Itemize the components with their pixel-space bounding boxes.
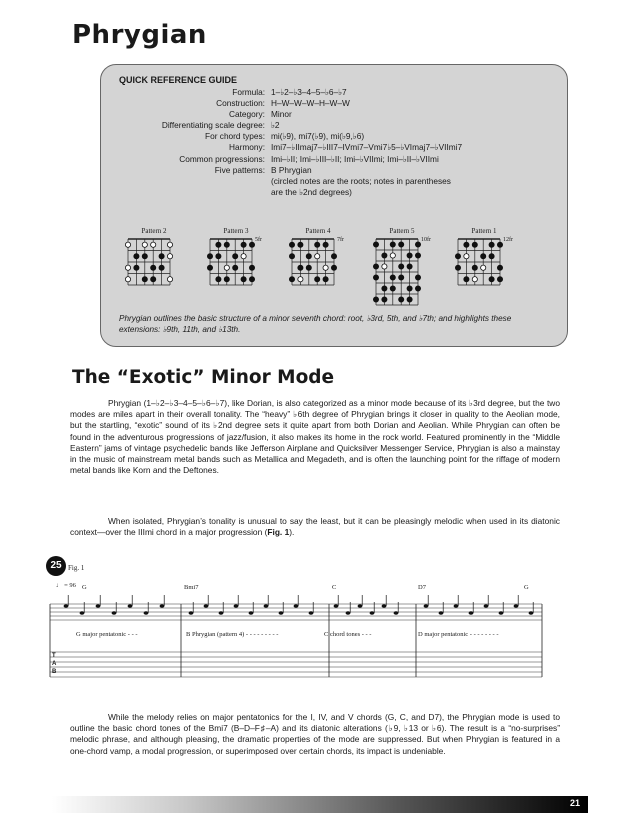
tempo-marking: ♩ = 96: [56, 582, 76, 589]
fretboard-grid: [288, 237, 348, 293]
note-head: [358, 604, 363, 608]
note-head: [484, 604, 489, 608]
note-head: [294, 604, 299, 608]
note-head: [514, 604, 519, 608]
fret-marker: 5fr: [255, 237, 262, 243]
scale-label: G major pentatonic - - -: [76, 631, 138, 638]
section-heading: The “Exotic” Minor Mode: [72, 367, 335, 388]
paragraph-intro: Phrygian (1–♭2–♭3–4–5–♭6–♭7), like Dorian, is also categorized as a minor mode because of its ♭3rd degree, but the two modes are miles apart in their overall tonality. The “heavy” ♭6th degree of Phrygian brings it closer in quality to the Aeolian mode, but the startling, “exotic” sound of its ♭2nd degree sets it quite apart from both Dorian and Aeolian. While Phrygian can often be found in the adventurous progressions of jazz/fusion, it also makes its home in the rock world. Featured prominently in the “Middle Eastern” jams of vintage psychedelic bands like Jefferson Airplane and Quicksilver Messenger Service, Phrygian is also a mainstay in the music of mainstream metal bands such as Metallica and Megadeth, and is often the launching point for the riffage of modern metal bands like Korn and the Deftones.: [70, 398, 560, 476]
row-value: 1–♭2–♭3–4–5–♭6–♭7: [271, 87, 347, 97]
tab-letter: T: [52, 653, 56, 659]
row-label: Harmony:: [229, 142, 265, 153]
row-label: Five patterns:: [214, 164, 265, 175]
quick-reference-table: [115, 87, 551, 198]
scale-label: B Phrygian (pattern 4) - - - - - - - - -: [186, 631, 279, 638]
pattern-diagram: [283, 227, 353, 293]
quick-reference-row: [115, 98, 551, 109]
note-head: [249, 611, 254, 615]
row-label: [115, 187, 271, 198]
quick-reference-row: [115, 154, 551, 165]
note-head: [264, 604, 269, 608]
tab-clef: [52, 652, 56, 676]
quick-reference-row: [115, 142, 551, 153]
note-head: [96, 604, 101, 608]
fret-marker: 10fr: [421, 237, 431, 243]
barlines: [50, 604, 542, 677]
pattern-diagram: [449, 227, 519, 293]
pattern-name: Pattern 4: [305, 227, 331, 235]
note-head: [499, 611, 504, 615]
row-label: [115, 176, 271, 187]
note-head: [204, 604, 209, 608]
row-value: B Phrygian: [271, 164, 312, 175]
row-value: Minor: [271, 109, 292, 120]
paragraph-melody: While the melody relies on major pentatonics for the I, IV, and V chords (G, C, and D7), the Phrygian mode is used to outline the basic chord tones of the Bmi7 (B–D–F♯–A) and its diatonic alterations (♭9, ♭13 or ♭6). The result is a “no-surprises” melodic phrase, and although pleasing, the dramatic properties of the mode are suppressed. But when Phrygian is featured in a one-chord vamp, a modal progression, or superimposed over certain chords, its impact is undeniable.: [70, 712, 560, 756]
pattern-diagram: [201, 227, 271, 293]
pattern-name: Pattern 2: [141, 227, 167, 235]
quick-reference-row: [115, 87, 551, 98]
chord-symbol: G: [524, 584, 529, 591]
fretboard-grid: [454, 237, 514, 293]
quick-reference-row: [115, 109, 551, 120]
notation-svg: [46, 556, 546, 696]
quick-reference-box: [100, 64, 568, 347]
quick-reference-row: [115, 176, 551, 187]
row-label: Common progressions:: [179, 153, 265, 164]
page-footer-bar: [52, 796, 588, 813]
note-head: [370, 611, 375, 615]
fret-marker: 7fr: [337, 237, 344, 243]
note-head: [394, 611, 399, 615]
note-head: [112, 611, 117, 615]
music-figure: [46, 556, 546, 696]
row-value: (circled notes are the roots; notes in parentheses: [271, 175, 451, 186]
pattern-diagram: [367, 227, 437, 313]
quick-reference-row: [115, 131, 551, 142]
fret-marker: 12fr: [503, 237, 513, 243]
row-value: H–W–W–W–H–W–W: [271, 98, 350, 109]
paragraph-isolated-text: When isolated, Phrygian’s tonality is unusual to say the least, but it can be pleasingly melodic when used in its diatonic context—over the IIImi chord in a major progression (: [70, 516, 560, 538]
track-badge: 25: [46, 556, 66, 576]
note-head: [309, 611, 314, 615]
figure-reference: Fig. 1: [267, 527, 290, 538]
fretboard-grid: [206, 237, 266, 293]
scale-label: D major pentatonic - - - - - - - -: [418, 631, 499, 638]
paragraph-isolated: [70, 516, 560, 538]
note-head: [160, 604, 165, 608]
note-head: [439, 611, 444, 615]
row-label: Construction:: [216, 98, 265, 109]
figure-label: Fig. 1: [68, 564, 85, 572]
pattern-name: Pattern 1: [471, 227, 497, 235]
tab-letter: B: [52, 669, 57, 675]
note-head: [234, 604, 239, 608]
scale-label: C chord tones - - -: [324, 631, 372, 638]
note-head: [334, 604, 339, 608]
note-head: [469, 611, 474, 615]
row-label: Differentiating scale degree:: [161, 120, 265, 131]
note-head: [80, 611, 85, 615]
fretboard-grid: [372, 237, 432, 313]
note-head: [529, 611, 534, 615]
note-head: [219, 611, 224, 615]
row-value: Imi7–♭IImaj7–♭III7–IVmi7–Vmi7♭5–♭VImaj7–♭VIImi7: [271, 142, 463, 153]
chord-symbol: D7: [418, 584, 426, 591]
note-head: [144, 611, 149, 615]
note-head: [454, 604, 459, 608]
row-value: are the ♭2nd degrees): [271, 186, 352, 197]
quick-reference-row: [115, 187, 551, 198]
note-head: [346, 611, 351, 615]
chord-symbol: Bmi7: [184, 584, 199, 591]
quick-reference-row: [115, 165, 551, 176]
quick-reference-note: Phrygian outlines the basic structure of a minor seventh chord: root, ♭3rd, 5th, and ♭7th; and highlights these extensions: ♭9th, 11th, and ♭13th.: [119, 314, 512, 334]
fretboard-grid: [124, 237, 184, 293]
pattern-diagram: [119, 227, 189, 293]
note-head: [424, 604, 429, 608]
scale-pattern-diagrams: [119, 227, 549, 307]
quick-reference-row: [115, 120, 551, 131]
row-value: Imi–♭II; Imi–♭III–♭II; Imi–♭VIImi; Imi–♭II–♭VIImi: [271, 153, 439, 164]
paragraph-isolated-end: ).: [289, 527, 295, 538]
chord-symbol: C: [332, 584, 337, 591]
note-head: [64, 604, 69, 608]
row-value: ♭2: [271, 120, 280, 131]
row-value: mi(♭9), mi7(♭9), mi(♭9,♭6): [271, 131, 365, 142]
row-label: For chord types:: [205, 131, 265, 142]
row-label: Category:: [229, 109, 265, 120]
note-head: [189, 611, 194, 615]
tab-letter: A: [52, 661, 57, 667]
chord-symbol: G: [82, 584, 87, 591]
quick-reference-heading: QUICK REFERENCE GUIDE: [119, 75, 238, 85]
note-head: [279, 611, 284, 615]
note-head: [382, 604, 387, 608]
pattern-name: Pattern 5: [389, 227, 415, 235]
note-head: [128, 604, 133, 608]
row-label: Formula:: [232, 87, 265, 97]
page-title: Phrygian: [72, 20, 207, 50]
page-number: 21: [569, 798, 580, 808]
tab-lines: [50, 652, 542, 677]
pattern-name: Pattern 3: [223, 227, 249, 235]
